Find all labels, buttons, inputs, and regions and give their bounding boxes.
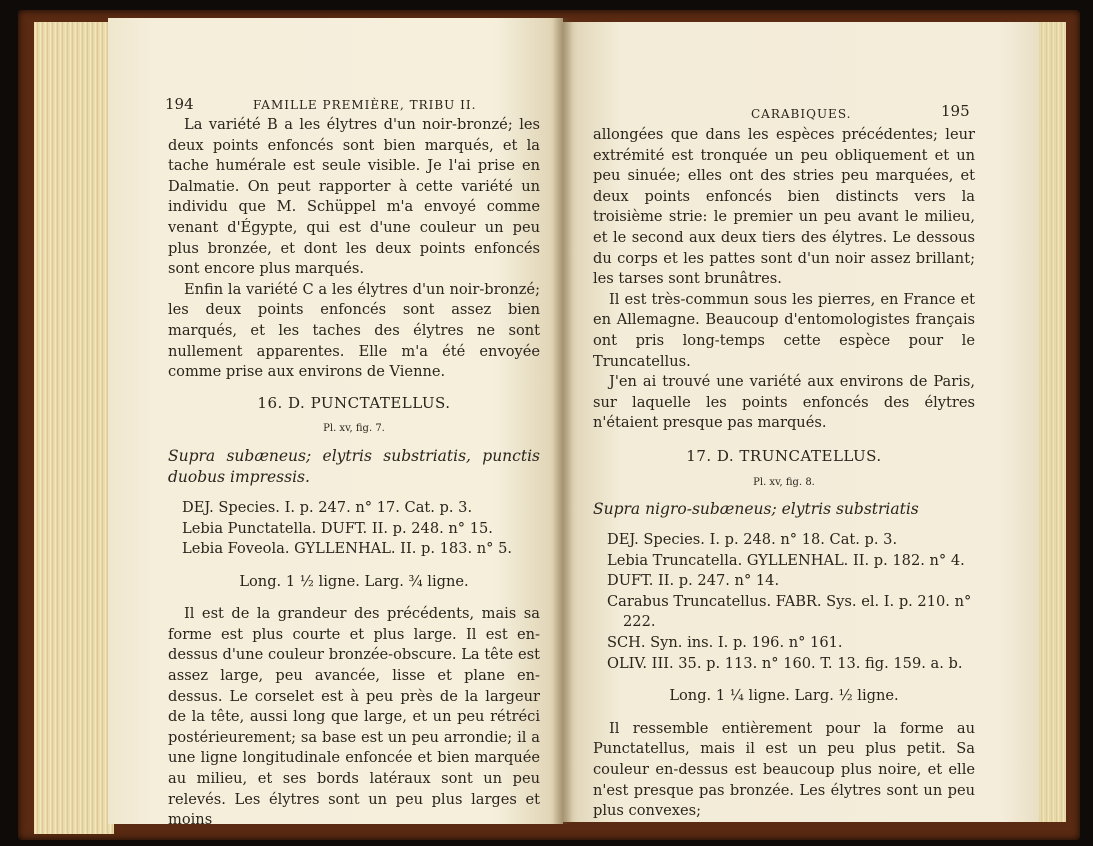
paragraph: Il est de la grandeur des précédents, mais sa forme est plus courte et plus large. Il est en-dessus d'une couleur bronzée-obscure. La tête est assez large, peu avancée, lisse et plane en-dessus. Le corselet est à peu près de la largeur de la tête, aussi long que large, et un peu rétréci postérieurement; sa base est un peu arrondie; il a une ligne longitudinale enfoncée et bien marquée au milieu, et ses bords latéraux sont un peu relevés. Les élytres sont un peu plus larges et moins [168, 605, 540, 829]
plate-reference: Pl. xv, fig. 7. [323, 423, 385, 435]
paragraph: allongées que dans les espèces précédentes; leur extrémité est tronquée un peu obliquement et un peu sinuée; elles ont des stries peu marquées, et deux points enfoncés bien distincts vers la troisième strie: le premier un peu avant le milieu, et le second aux deux tiers des élytres. Le dessous du corps et les pattes sont d'un noir assez brillant; les tarses sont brunâtres. [593, 126, 975, 288]
synonymy-entry: Carabus Truncatellus. FABR. Sys. el. I. p. 210. n° 222. [607, 592, 972, 631]
right-page [563, 22, 1039, 822]
latin-diagnosis: Supra nigro-subæneus; elytris substriatis [593, 500, 919, 519]
synonymy-list [593, 530, 975, 674]
synonymy-entry: DEJ. Species. I. p. 247. n° 17. Cat. p. 3. [182, 498, 473, 516]
left-page [108, 18, 563, 829]
paragraph: Il est très-commun sous les pierres, en France et en Allemagne. Beaucoup d'entomologistes français ont pris long-temps cette espèce pour le Truncatellus. [593, 290, 975, 370]
paragraph: J'en ai trouvé une variété aux environs de Paris, sur laquelle les points enfoncés des élytres n'étaient presque pas marqués. [593, 373, 975, 432]
synonymy-list [168, 498, 540, 560]
book-gutter [553, 18, 573, 824]
synonymy-entry: DEJ. Species. I. p. 248. n° 18. Cat. p. 3. [607, 531, 898, 549]
synonymy-entry: DUFT. II. p. 247. n° 14. [607, 572, 780, 590]
running-header: CARABIQUES. [751, 107, 852, 121]
latin-diagnosis: Supra subæneus; elytris substriatis, punctis duobus impressis. [168, 446, 540, 486]
synonymy-entry: Lebia Foveola. GYLLENHAL. II. p. 183. n° 5. [182, 540, 512, 558]
species-title: 16. D. PUNCTATELLUS. [257, 393, 451, 412]
measurements: Long. 1 ¼ ligne. Larg. ½ ligne. [669, 687, 899, 705]
text-block [593, 125, 975, 822]
paragraph: Il ressemble entièrement pour la forme au Punctatellus, mais il est un peu plus petit. Sa couleur en-dessus est beaucoup plus noire, et elle n'est presque pas bronzée. Les élytres sont un peu plus convexes; [593, 719, 975, 820]
measurements: Long. 1 ½ ligne. Larg. ¾ ligne. [239, 572, 469, 590]
synonymy-entry: OLIV. III. 35. p. 113. n° 160. T. 13. fig. 159. a. b. [607, 654, 963, 672]
paragraph: Enfin la variété C a les élytres d'un noir-bronzé; les deux points enfoncés sont assez bien marqués, et les taches des élytres ne sont nullement apparentes. Elle m'a été envoyée comme prise aux environs de Vienne. [168, 280, 540, 381]
synonymy-entry: SCH. Syn. ins. I. p. 196. n° 161. [607, 634, 843, 652]
page-number: 195 [941, 102, 970, 120]
text-block [168, 115, 540, 831]
running-header: FAMILLE PREMIÈRE, TRIBU II. [253, 98, 477, 112]
synonymy-entry: Lebia Punctatella. DUFT. II. p. 248. n° 15. [182, 519, 493, 537]
species-title: 17. D. TRUNCATELLUS. [686, 446, 882, 465]
page-number: 194 [165, 95, 194, 113]
paragraph: La variété B a les élytres d'un noir-bronzé; les deux points enfoncés sont bien marqués, et la tache humérale est seule visible. Je l'ai prise en Dalmatie. On peut rapporter à cette variété un individu que M. Schüppel m'a envoyé comme venant d'Égypte, qui est d'une couleur un peu plus bronzée, et dont les deux points enfoncés sont encore plus marqués. [168, 116, 540, 278]
synonymy-entry: Lebia Truncatella. GYLLENHAL. II. p. 182. n° 4. [607, 551, 965, 569]
plate-reference: Pl. xv, fig. 8. [753, 476, 815, 488]
page-edges-left [34, 22, 114, 834]
